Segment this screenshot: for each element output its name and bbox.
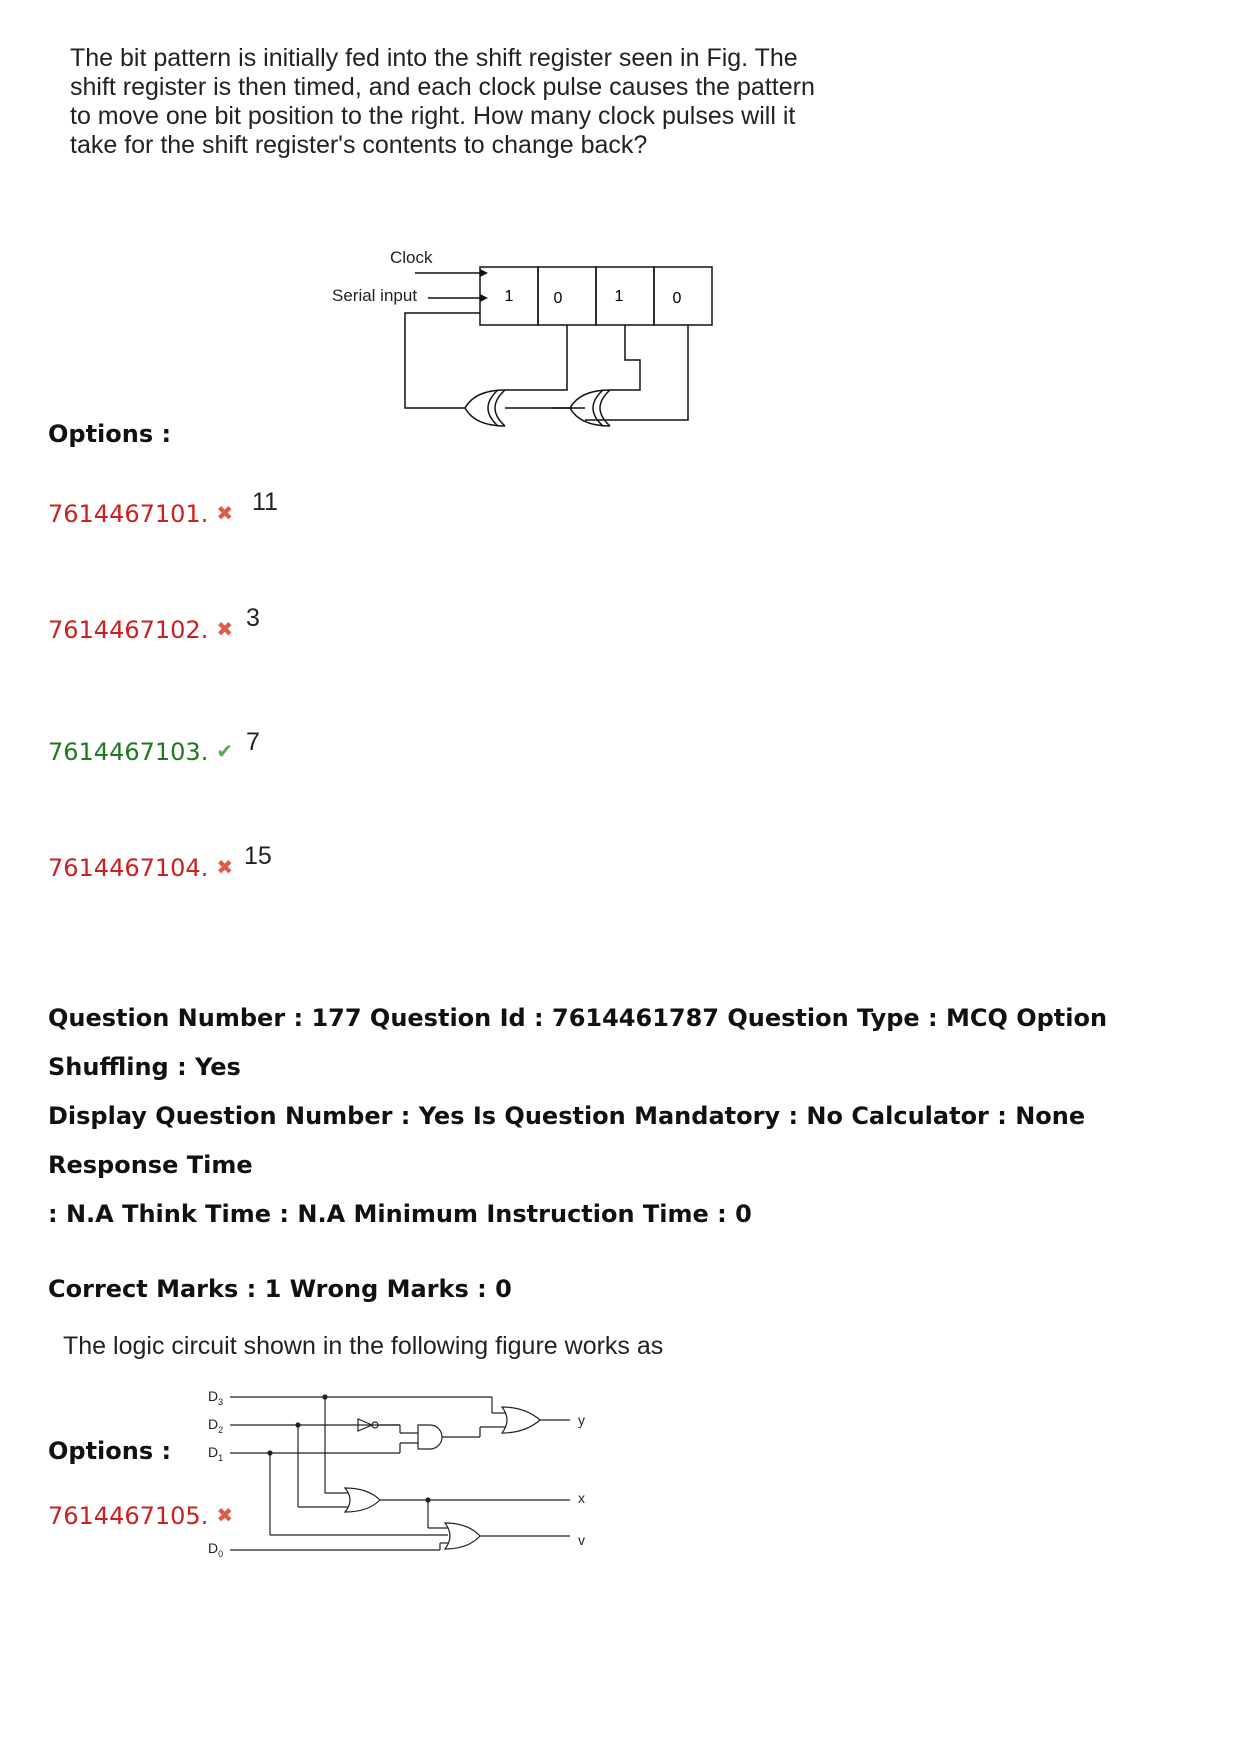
options-label: Options : (48, 420, 172, 448)
option-value: 15 (244, 842, 272, 870)
input-label: $D_0$ (208, 1540, 224, 1559)
register-bit: 1 (614, 288, 624, 305)
question-meta-line: Question Number : 177 Question Id : 7614461787 Question Type : MCQ Option Shuffling : Yes (48, 1004, 1108, 1081)
input-label: $D_1$ (208, 1444, 224, 1463)
check-icon: ✔ (216, 739, 234, 763)
option-value: 11 (252, 488, 278, 516)
option-item[interactable] (48, 738, 233, 766)
register-bit: 1 (504, 288, 514, 305)
xor-gate (465, 390, 505, 426)
question-text: The logic circuit shown in the following figure works as (63, 1332, 664, 1360)
cross-icon: ✖ (216, 617, 234, 641)
output-label: y (578, 1412, 585, 1428)
input-label: $D_2$ (208, 1416, 224, 1435)
option-id: 7614467104. (48, 854, 209, 882)
option-item[interactable] (48, 616, 233, 644)
option-id: 7614467105. (48, 1502, 209, 1530)
option-value: 3 (246, 604, 260, 632)
option-item[interactable] (48, 500, 233, 528)
serial-input-label: Serial input (332, 286, 418, 305)
output-label: x (578, 1490, 585, 1506)
output-label: v (578, 1532, 585, 1548)
register-cells (480, 267, 712, 325)
option-item[interactable] (48, 1502, 233, 1530)
logic-circuit-diagram (200, 1385, 620, 1565)
register-bit: 0 (553, 290, 563, 307)
question-meta-line: Display Question Number : Yes Is Question Mandatory : No Calculator : None Response Time (48, 1102, 1086, 1179)
question-meta-line: : N.A Think Time : N.A Minimum Instruction Time : 0 (48, 1200, 752, 1228)
option-id: 7614467101. (48, 500, 209, 528)
cross-icon: ✖ (216, 501, 234, 525)
question-text (70, 44, 830, 160)
question-meta (48, 994, 1208, 1239)
question-text-line: shift register is then timed, and each clock pulse causes the pattern (70, 73, 815, 101)
option-id: 7614467103. (48, 738, 209, 766)
option-item[interactable] (48, 854, 233, 882)
cross-icon: ✖ (216, 855, 234, 879)
register-bit: 0 (672, 290, 682, 307)
question-text-line: to move one bit position to the right. How many clock pulses will it (70, 102, 796, 130)
shift-register-diagram (320, 245, 740, 435)
question-text-line: The bit pattern is initially fed into the shift register seen in Fig. The (70, 44, 798, 72)
marks-info: Correct Marks : 1 Wrong Marks : 0 (48, 1275, 512, 1303)
question-text-line: take for the shift register's contents to change back? (70, 131, 648, 159)
input-label: $D_3$ (208, 1388, 224, 1407)
option-value: 7 (246, 728, 260, 756)
cross-icon: ✖ (216, 1503, 234, 1527)
clock-label: Clock (390, 248, 433, 267)
option-id: 7614467102. (48, 616, 209, 644)
options-label: Options : (48, 1437, 172, 1465)
